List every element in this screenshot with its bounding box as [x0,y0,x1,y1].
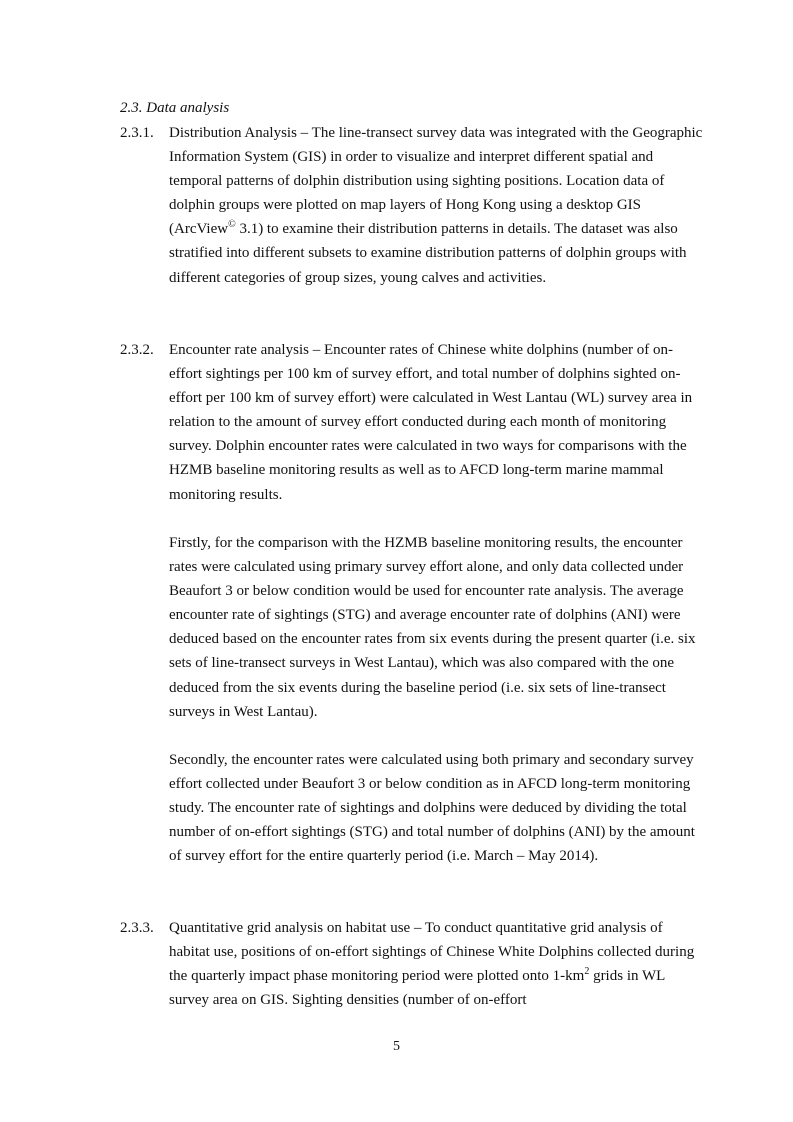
copyright-superscript: © [228,219,236,231]
subsection-2-3-1 [120,121,705,290]
superscript-2: 2 [584,966,590,978]
subsection-number: 2.3.1. [120,125,154,141]
subsection-number: 2.3.2. [120,342,154,358]
text-part: Distribution Analysis – The line-transect survey data was integrated with the Geographic Information System (GIS) in order to visualize and interpret different spatial and temporal patterns of dolphin distribution using sighting positions. Location data of dolphin groups were plotted on map layers of Hong Kong using a desktop GIS (ArcView [169,125,703,238]
section-heading: 2.3. Data analysis [120,100,230,116]
page-number: 5 [393,1039,400,1054]
text-part: 3.1) to examine their distribution patterns in details. The dataset was also stratified into different subsets to examine distribution patterns of dolphin groups with different categories of group sizes, young calves and activities. [169,221,687,286]
subsection-text [169,121,705,290]
text-part: grids in WL survey area on GIS. Sighting densities (number of on-effort [169,968,665,1009]
subsection-text: Encounter rate analysis – Encounter rates of Chinese white dolphins (number of on-effort sightings per 100 km of survey effort, and total number of dolphins sighted on-effort per 100 km of survey effort) were calculated in West Lantau (WL) survey area in relation to the amount of survey effort conducted during each month of monitoring survey. Dolphin encounter rates were calculated in two ways for comparisons with the HZMB baseline monitoring results as well as to AFCD long-term marine mammal monitoring results. [169,342,693,503]
paragraph-secondly: Secondly, the encounter rates were calculated using both primary and secondary survey effort collected under Beaufort 3 or below condition as in AFCD long-term monitoring study. The encounter rate of sightings and dolphins were deduced by dividing the total number of on-effort sightings (STG) and total number of dolphins (ANI) by the amount of survey effort for the entire quarterly period (i.e. March – May 2014). [169,752,695,865]
text-part: Quantitative grid analysis on habitat use – To conduct quantitative grid analysis of habitat use, positions of on-effort sightings of Chinese White Dolphins collected during the quarterly impact phase monitoring period were plotted onto 1-km [169,920,695,985]
subsection-text [169,916,705,1012]
paragraph-firstly: Firstly, for the comparison with the HZMB baseline monitoring results, the encounter rates were calculated using primary survey effort alone, and only data collected under Beaufort 3 or below condition would be used for encounter rate analysis. The average encounter rate of sightings (STG) and average encounter rate of dolphins (ANI) were deduced based on the encounter rates from six events during the present quarter (i.e. six sets of line-transect surveys in West Lantau), which was also compared with the one deduced from the six events during the baseline period (i.e. six sets of line-transect surveys in West Lantau). [169,535,696,720]
subsection-number: 2.3.3. [120,920,154,936]
subsection-2-3-3 [120,916,705,1012]
subsection-2-3-2 [120,338,705,507]
